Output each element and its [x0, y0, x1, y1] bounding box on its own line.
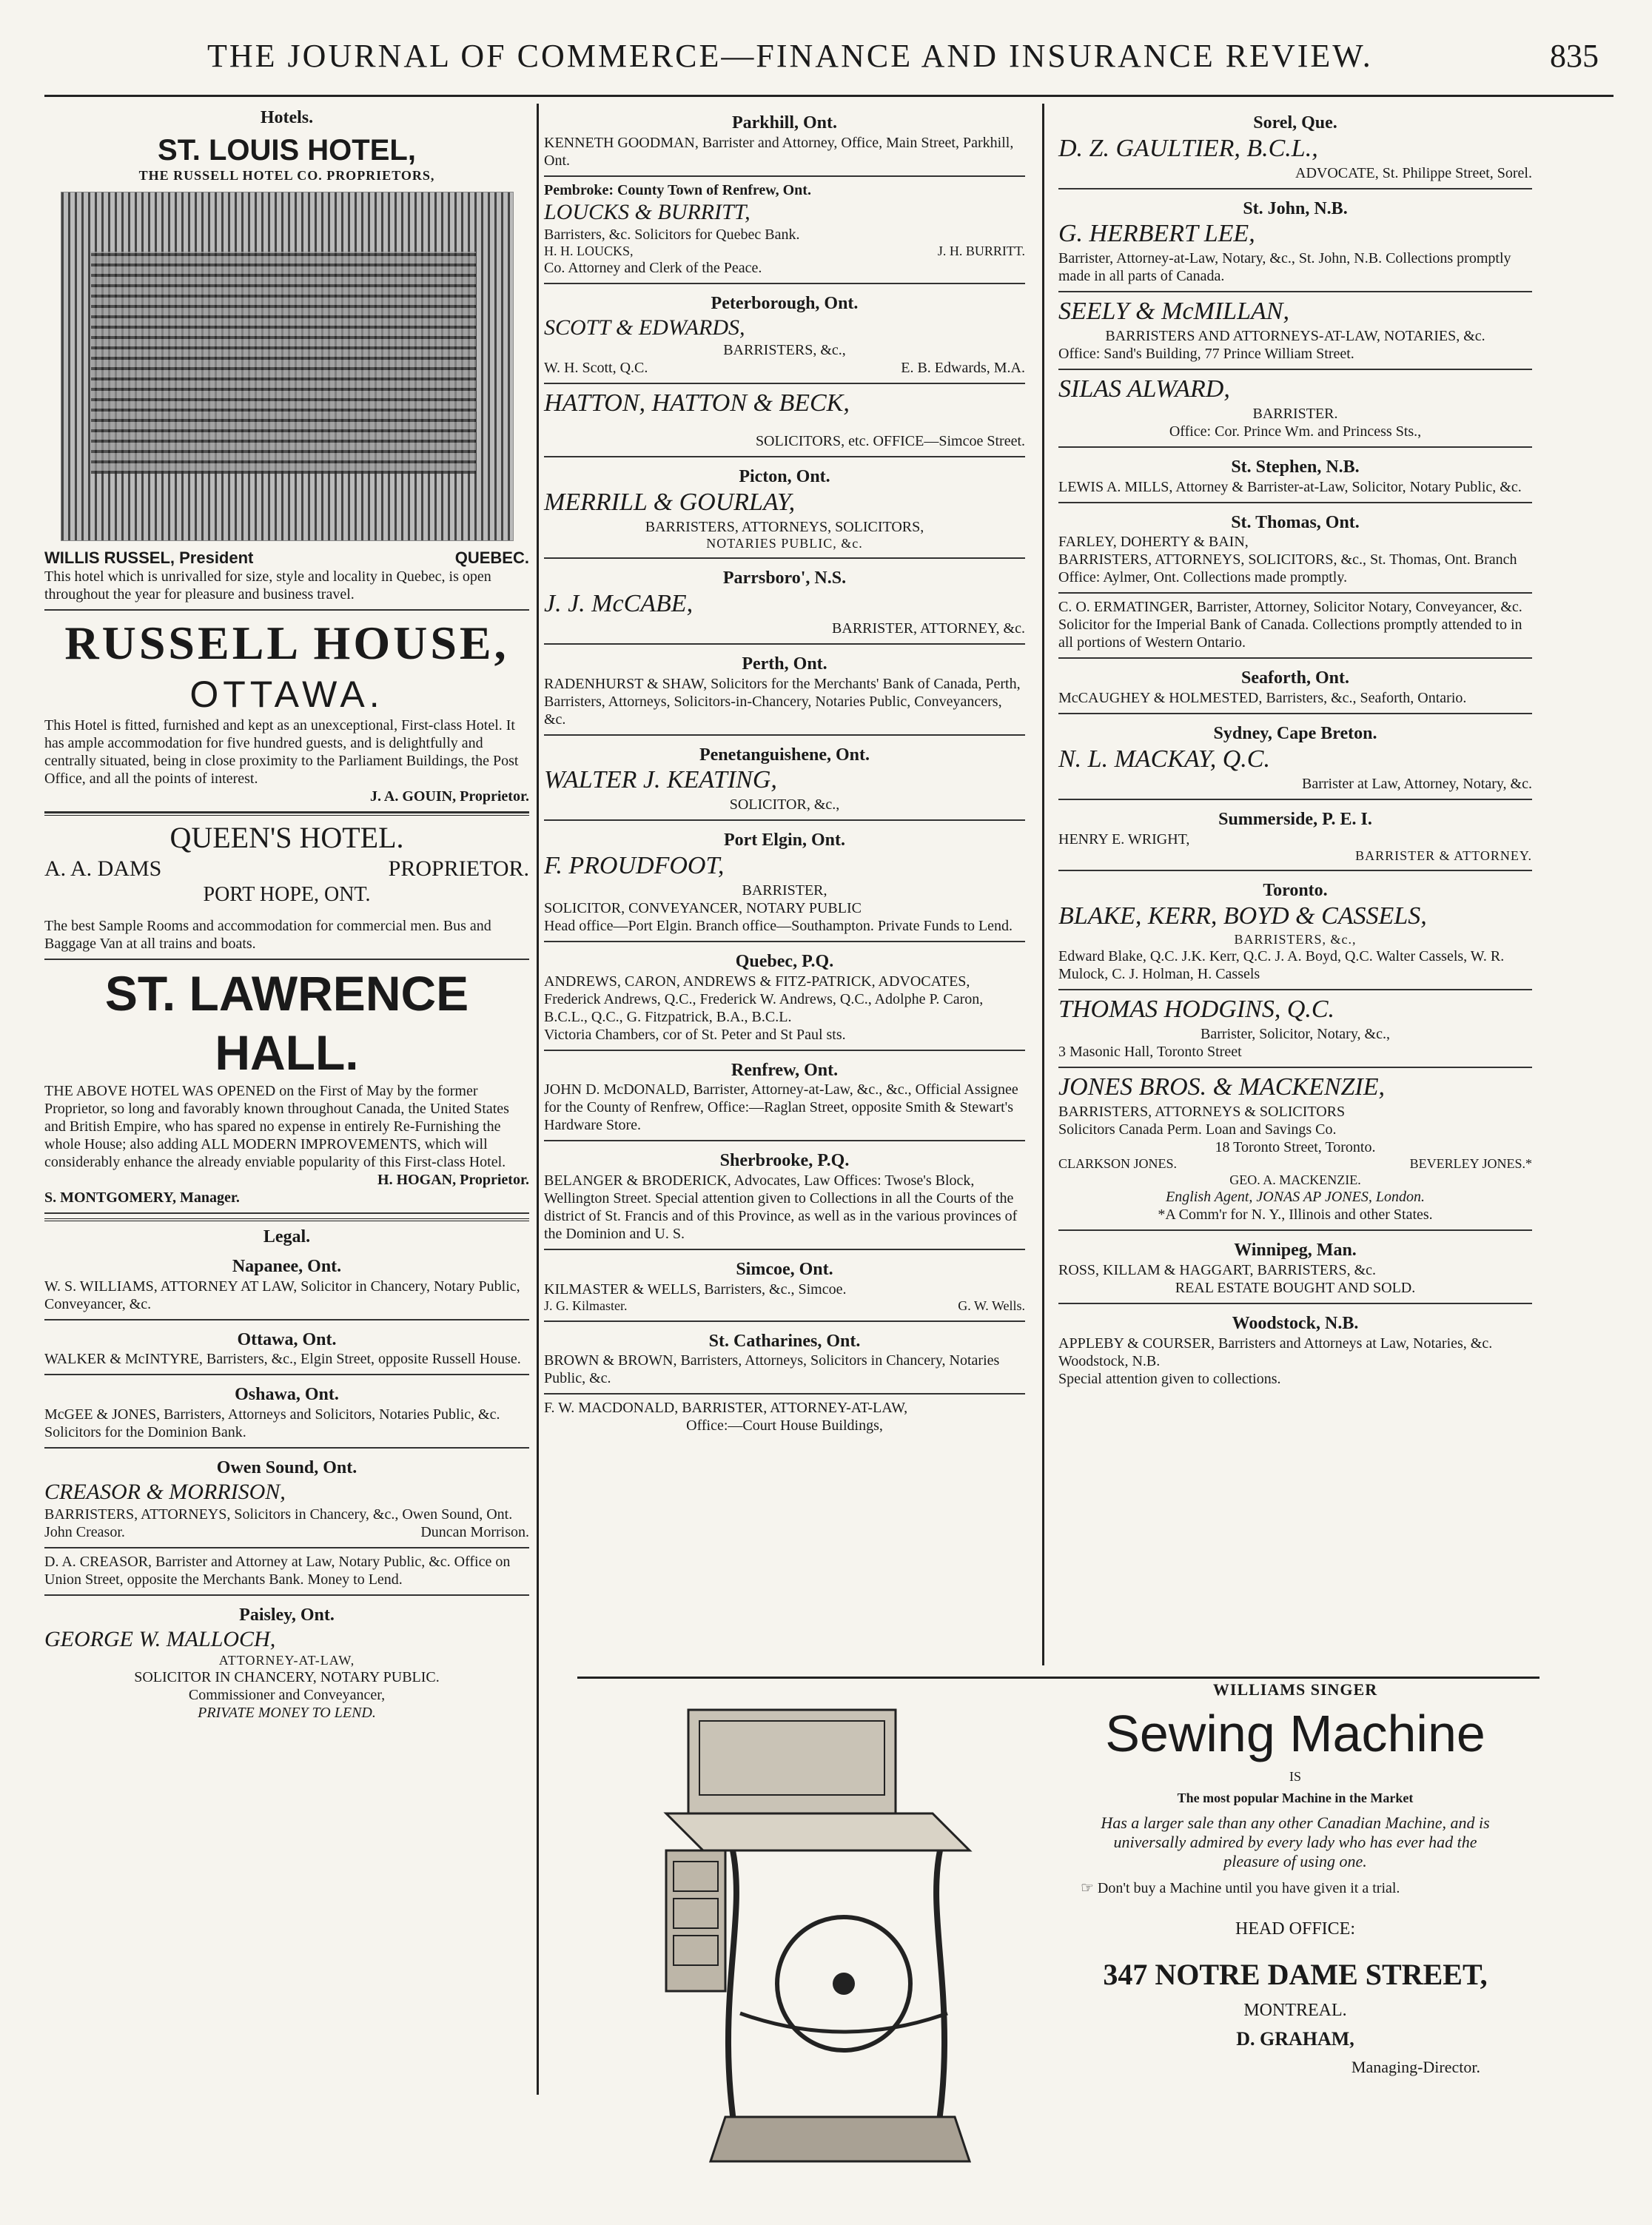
hotel-proprietor: A. A. DAMS	[44, 856, 162, 881]
town-header: Ottawa, Ont.	[237, 1329, 337, 1349]
page-number: 835	[1550, 38, 1599, 74]
office-header: HEAD OFFICE:	[1235, 1919, 1355, 1939]
town-header: Parrsboro', N.S.	[722, 568, 847, 588]
ad-subtitle: BARRISTER.	[1252, 405, 1338, 422]
partner-name: H. H. LOUCKS,	[544, 243, 634, 258]
town-header: St. Thomas, Ont.	[1231, 512, 1360, 532]
ad-text: *A Comm'r for N. Y., Illinois and other States.	[1158, 1207, 1433, 1224]
section-header-legal: Legal.	[44, 1218, 529, 1247]
firm-name: HATTON, HATTON & BECK,	[544, 389, 850, 417]
ad-jones-bros	[1058, 1068, 1532, 1231]
hotel-subtitle: THE RUSSELL HOTEL CO. PROPRIETORS,	[138, 168, 435, 183]
ad-text: Victoria Chambers, cor of St. Peter and St Paul sts.	[544, 1026, 846, 1043]
town-header: Seaforth, Ont.	[1241, 668, 1349, 688]
partner-name: J. G. Kilmaster.	[544, 1298, 628, 1313]
ad-text: Office: Cor. Prince Wm. and Princess Sts.,	[1169, 423, 1422, 440]
town-header: Woodstock, N.B.	[1232, 1313, 1359, 1333]
ad-queens-hotel	[44, 813, 529, 961]
ad-st-john	[1058, 189, 1532, 293]
ad-quebec	[544, 942, 1025, 1051]
ad-seaforth	[1058, 659, 1532, 714]
ad-perth	[544, 645, 1025, 736]
ad-subtitle: ATTORNEY-AT-LAW,	[218, 1652, 355, 1668]
ad-picton	[544, 457, 1025, 559]
partner-name: BEVERLEY JONES.*	[1409, 1155, 1532, 1171]
hotel-engraving-image	[61, 192, 514, 541]
ad-text: English Agent, JONAS AP JONES, London.	[1166, 1189, 1425, 1206]
header-rule	[44, 95, 1614, 97]
ad-body: Has a larger sale than any other Canadian Machine, and is universally admired by every lady who has ever had the pleasure of using one.	[1101, 1813, 1490, 1870]
partner-name: Duncan Morrison.	[420, 1523, 529, 1540]
ad-woodstock	[1058, 1304, 1532, 1394]
ad-subtitle: BARRISTERS, &c.,	[723, 342, 846, 359]
firm-name: SILAS ALWARD,	[1058, 375, 1230, 403]
manager-role: Managing-Director.	[1351, 2058, 1480, 2076]
ad-st-thomas	[1058, 503, 1532, 594]
town-header: Port Elgin, Ont.	[723, 830, 845, 850]
page-header	[44, 31, 1614, 90]
ad-text: JOHN D. McDONALD, Barrister, Attorney-at-Law, &c., &c., Official Assignee for the County of Renfrew, Office:—Raglan Street, opposite Smith & Stewart's Hardware Store.	[544, 1081, 1018, 1134]
ad-text: APPLEBY & COURSER, Barristers and Attorneys at Law, Notaries, &c. Woodstock, N.B.	[1058, 1335, 1493, 1369]
ad-macdonald	[544, 1395, 1025, 1440]
sewing-machine-engraving	[622, 1702, 1036, 2184]
ad-text: KENNETH GOODMAN, Barrister and Attorney, Office, Main Street, Parkhill, Ont.	[544, 134, 1014, 169]
journal-title: THE JOURNAL OF COMMERCE—FINANCE AND INSURANCE REVIEW.	[207, 38, 1373, 74]
town-header: Pembroke: County Town of Renfrew, Ont.	[544, 181, 811, 198]
ad-hodgins	[1058, 990, 1532, 1068]
firm-name: HENRY E. WRIGHT,	[1058, 830, 1190, 848]
ad-parrsboro	[544, 559, 1025, 645]
section-rule	[577, 1677, 1539, 1679]
ad-text: BARRISTER & ATTORNEY.	[1355, 848, 1532, 863]
town-header: Summerside, P. E. I.	[1218, 809, 1372, 829]
town-header: Toronto.	[1263, 881, 1328, 901]
ad-peterborough	[544, 284, 1025, 384]
hotel-name: RUSSELL HOUSE,	[64, 616, 509, 669]
firm-name: G. HERBERT LEE,	[1058, 220, 1255, 248]
ad-text: McGEE & JONES, Barristers, Attorneys and Solicitors, Notaries Public, &c. Solicitors for the Dominion Bank.	[44, 1406, 500, 1441]
ad-text: BELANGER & BRODERICK, Advocates, Law Offices: Twose's Block, Wellington Street. Special attention given to Collections in all the Courts of the district of St. Francis and of this Province, as well as in the various provinces of the Dominion and U. S.	[544, 1172, 1018, 1243]
town-header: Parkhill, Ont.	[731, 113, 838, 132]
town-header: Perth, Ont.	[742, 654, 827, 674]
column-divider	[1042, 104, 1044, 1665]
ad-sorel	[1058, 104, 1532, 189]
ad-subtitle: BARRISTER,	[742, 882, 827, 899]
ad-text: 18 Toronto Street, Toronto.	[1215, 1138, 1376, 1155]
ad-text: F. W. MACDONALD, BARRISTER, ATTORNEY-AT-LAW,	[544, 1400, 908, 1417]
town-header: Winnipeg, Man.	[1234, 1241, 1357, 1261]
brand-name: WILLIAMS SINGER	[1212, 1680, 1378, 1699]
firm-name: JONES BROS. & MACKENZIE,	[1058, 1073, 1386, 1101]
ad-text: C. O. ERMATINGER, Barrister, Attorney, Solicitor Notary, Conveyancer, &c. Solicitor for the Imperial Bank of Canada. Collections promptly attended to in all portions of Western Ontario.	[1058, 599, 1522, 651]
hotel-proprietor: J. A. GOUIN, Proprietor.	[370, 788, 529, 805]
section-header-hotels: Hotels.	[260, 108, 314, 127]
ad-text: BARRISTERS, ATTORNEYS, SOLICITORS, &c., St. Thomas, Ont. Branch Office: Aylmer, Ont. Collections made promptly.	[1058, 551, 1517, 586]
ad-seely	[1058, 292, 1532, 370]
ad-text: SOLICITOR, CONVEYANCER, NOTARY PUBLIC	[544, 899, 862, 916]
firm-name: N. L. MACKAY, Q.C.	[1058, 745, 1270, 773]
ad-text: Special attention given to collections.	[1058, 1370, 1281, 1387]
town-header: Sherbrooke, P.Q.	[719, 1151, 850, 1171]
ad-ermatinger	[1058, 594, 1532, 659]
ad-hatton	[544, 384, 1025, 457]
hotel-description: The best Sample Rooms and accommodation for commercial men. Bus and Baggage Van at all trains and boats.	[44, 918, 491, 953]
firm-name: F. PROUDFOOT,	[544, 851, 725, 879]
ad-winnipeg	[1058, 1231, 1532, 1304]
ad-text: Edward Blake, Q.C. J.K. Kerr, Q.C. J. A. Boyd, Q.C. Walter Cassels, W. R. Mulock, C. J. Holman, H. Cassels	[1058, 948, 1505, 983]
hotel-city: QUEBEC.	[454, 548, 529, 567]
firm-name: CREASOR & MORRISON,	[44, 1479, 286, 1504]
ad-parkhill	[544, 104, 1025, 177]
ad-text: Solicitors Canada Perm. Loan and Savings Co.	[1058, 1121, 1337, 1138]
ad-text: ROSS, KILLAM & HAGGART, BARRISTERS, &c.	[1058, 1261, 1377, 1278]
town-header: Sydney, Cape Breton.	[1213, 724, 1377, 744]
column-divider	[537, 104, 539, 2095]
ad-text: KILMASTER & WELLS, Barristers, &c., Simcoe.	[544, 1281, 847, 1298]
ad-text: Co. Attorney and Clerk of the Peace.	[544, 260, 762, 277]
partner-name: CLARKSON JONES.	[1058, 1155, 1178, 1171]
partner-name: W. H. Scott, Q.C.	[544, 360, 648, 377]
ad-text: W. S. WILLIAMS, ATTORNEY AT LAW, Solicitor in Chancery, Notary Public, Conveyancer, &c.	[44, 1278, 520, 1312]
ad-renfrew	[544, 1051, 1025, 1142]
town-header: Penetanguishene, Ont.	[699, 745, 870, 765]
ad-summerside	[1058, 800, 1532, 871]
ad-text: ADVOCATE, St. Philippe Street, Sorel.	[1295, 164, 1532, 181]
town-header: Simcoe, Ont.	[736, 1260, 833, 1280]
town-header: St. Catharines, Ont.	[708, 1331, 861, 1351]
town-header: Renfrew, Ont.	[731, 1060, 839, 1080]
ad-text: Barrister, Attorney-at-Law, Notary, &c., St. John, N.B. Collections promptly made in all parts of Canada.	[1058, 250, 1511, 285]
hotel-description: This Hotel is fitted, furnished and kept as an unexceptional, First-class Hotel. It has ample accommodation for five hundred guests, and is delightfully and centrally situated, being in close proximity to the Parliament Buildings, the Post Office, and all the points of interest.	[44, 717, 519, 787]
manager-name: D. GRAHAM,	[1236, 2028, 1354, 2050]
town-header: Peterborough, Ont.	[711, 294, 859, 314]
office-city: MONTREAL.	[1243, 2001, 1347, 2020]
town-header: Sorel, Que.	[1253, 113, 1337, 132]
ad-toronto	[1058, 871, 1532, 990]
ad-text: Barrister, Solicitor, Notary, &c.,	[1201, 1026, 1390, 1043]
ad-pembroke	[544, 177, 1025, 285]
town-header: Napanee, Ont.	[232, 1256, 342, 1276]
ad-text: PRIVATE MONEY TO LEND.	[198, 1705, 376, 1722]
ad-text: ANDREWS, CARON, ANDREWS & FITZ-PATRICK, ADVOCATES, Frederick Andrews, Q.C., Frederick W. Andrews, Q.C., Adolphe P. Caron, B.C.L., Q.C., G. Fitzpatrick, B.A., B.C.L.	[544, 973, 984, 1025]
hotel-name: QUEEN'S HOTEL.	[169, 820, 404, 854]
ad-text: BROWN & BROWN, Barristers, Attorneys, Solicitors in Chancery, Notaries Public, &c.	[544, 1352, 1000, 1387]
ad-text: BARRISTERS, ATTORNEYS & SOLICITORS	[1058, 1103, 1346, 1120]
proprietor-label: PROPRIETOR.	[388, 856, 529, 881]
hotel-description: THE ABOVE HOTEL WAS OPENED on the First of May by the former Proprietor, so long and favorably known throughout Canada, the United States and British Empire, who has spared no expense in entirely Re-Furnishing the whole House; also adding ALL MODERN IMPROVEMENTS, which will considerably enhance the already enviable popularity of this First-class Hotel.	[44, 1082, 509, 1170]
town-header: St. Stephen, N.B.	[1231, 457, 1360, 477]
partner-name: G. W. Wells.	[958, 1298, 1025, 1313]
ad-port-elgin	[544, 821, 1025, 942]
firm-name: WALTER J. KEATING,	[544, 766, 777, 794]
ad-text: SOLICITORS, etc. OFFICE—Simcoe Street.	[755, 432, 1025, 449]
ad-ottawa	[44, 1320, 529, 1376]
ad-text: BARRISTERS AND ATTORNEYS-AT-LAW, NOTARIES, &c.	[1105, 327, 1485, 344]
ad-st-louis-hotel	[44, 128, 529, 611]
ad-sherbrooke	[544, 1141, 1025, 1250]
ad-napanee	[44, 1247, 529, 1320]
partner-name: John Creasor.	[44, 1523, 125, 1540]
hotel-city: OTTAWA.	[189, 673, 384, 715]
ad-oshawa	[44, 1375, 529, 1449]
ad-text: IS	[1289, 1769, 1301, 1784]
town-header: Paisley, Ont.	[239, 1605, 335, 1625]
ad-simcoe	[544, 1250, 1025, 1321]
ad-text: BARRISTERS, ATTORNEYS, Solicitors in Chancery, &c., Owen Sound, Ont.	[44, 1506, 513, 1523]
hotel-name: ST. LAWRENCE HALL.	[104, 966, 469, 1080]
hotel-city: PORT HOPE, ONT.	[203, 882, 371, 906]
firm-name: LOUCKS & BURRITT,	[544, 199, 751, 224]
ad-russell-house	[44, 611, 529, 813]
ad-text: McCAUGHEY & HOLMESTED, Barristers, &c., Seaforth, Ontario.	[1058, 690, 1467, 707]
firm-name: THOMAS HODGINS, Q.C.	[1058, 996, 1335, 1024]
ad-penetanguishene	[544, 736, 1025, 822]
sewing-machine-ad	[1058, 1680, 1532, 2077]
ad-tagline: The most popular Machine in the Market	[1177, 1791, 1414, 1805]
ad-title: Sewing Machine	[1105, 1705, 1485, 1762]
ad-owen-sound	[44, 1449, 529, 1548]
ad-text: Commissioner and Conveyancer,	[188, 1687, 386, 1704]
town-header: St. John, N.B.	[1243, 198, 1348, 218]
firm-name: SCOTT & EDWARDS,	[544, 315, 745, 340]
partner-name: J. H. BURRITT.	[937, 243, 1025, 258]
ad-paisley	[44, 1596, 529, 1728]
ad-text: Head office—Port Elgin. Branch office—Southampton. Private Funds to Lend.	[544, 917, 1013, 934]
ad-text: NOTARIES PUBLIC, &c.	[706, 535, 863, 551]
firm-name: J. J. McCABE,	[544, 589, 694, 617]
firm-name: GEORGE W. MALLOCH,	[44, 1626, 276, 1651]
hotel-name: ST. LOUIS HOTEL,	[158, 134, 416, 167]
ad-text: LEWIS A. MILLS, Attorney & Barrister-at-Law, Solicitor, Notary Public, &c.	[1058, 478, 1522, 495]
ad-st-stephen	[1058, 448, 1532, 503]
town-header: Oshawa, Ont.	[235, 1385, 339, 1405]
column-2	[544, 104, 1025, 1440]
firm-name: BLAKE, KERR, BOYD & CASSELS,	[1058, 902, 1427, 930]
ad-text: Barristers, &c. Solicitors for Quebec Bank.	[544, 226, 800, 243]
town-header: Quebec, P.Q.	[735, 951, 834, 971]
ad-text: BARRISTER, ATTORNEY, &c.	[832, 620, 1025, 637]
ad-sydney	[1058, 714, 1532, 800]
partner-name: GEO. A. MACKENZIE.	[1229, 1172, 1361, 1187]
firm-name: D. Z. GAULTIER, B.C.L.,	[1058, 134, 1318, 162]
ad-text: 3 Masonic Hall, Toronto Street	[1058, 1044, 1242, 1061]
town-header: Owen Sound, Ont.	[216, 1458, 357, 1478]
ad-text: Office: Sand's Building, 77 Prince William Street.	[1058, 345, 1354, 362]
firm-name: FARLEY, DOHERTY & BAIN,	[1058, 534, 1249, 551]
ad-text: Barrister at Law, Attorney, Notary, &c.	[1301, 775, 1532, 792]
hotel-president: WILLIS RUSSEL, President	[44, 548, 254, 567]
ad-text: REAL ESTATE BOUGHT AND SOLD.	[1175, 1279, 1416, 1296]
partner-name: E. B. Edwards, M.A.	[901, 360, 1025, 377]
ad-text: RADENHURST & SHAW, Solicitors for the Merchants' Bank of Canada, Perth, Barristers, Attorneys, Solicitors-in-Chancery, Notaries Public, Conveyancers, &c.	[544, 675, 1021, 728]
ad-st-catharines	[544, 1322, 1025, 1395]
ad-text: D. A. CREASOR, Barrister and Attorney at Law, Notary Public, &c. Office on Union Street, opposite the Merchants Bank. Money to Lend.	[44, 1553, 511, 1588]
ad-warning: ☞ Don't buy a Machine until you have given it a trial.	[1081, 1880, 1400, 1896]
column-3	[1058, 104, 1532, 1394]
firm-name: SEELY & McMILLAN,	[1058, 298, 1289, 326]
ad-text: WALKER & McINTYRE, Barristers, &c., Elgin Street, opposite Russell House.	[44, 1351, 521, 1368]
ad-st-lawrence-hall	[44, 960, 529, 1213]
hotel-description: This hotel which is unrivalled for size, style and locality in Quebec, is open throughout the year for pleasure and business travel.	[44, 568, 491, 603]
hotel-proprietor: H. HOGAN, Proprietor.	[377, 1171, 529, 1188]
office-address: 347 NOTRE DAME STREET,	[1103, 1958, 1488, 1991]
ad-text: Office:—Court House Buildings,	[686, 1417, 883, 1434]
column-1	[44, 104, 529, 1728]
ad-text: BARRISTERS, ATTORNEYS, SOLICITORS,	[645, 518, 924, 535]
ad-silas-alward	[1058, 370, 1532, 448]
ad-creasor	[44, 1548, 529, 1596]
ad-text: SOLICITOR, &c.,	[729, 796, 840, 813]
hotel-manager: S. MONTGOMERY, Manager.	[44, 1189, 240, 1206]
town-header: Picton, Ont.	[739, 466, 830, 486]
ad-text: SOLICITOR IN CHANCERY, NOTARY PUBLIC.	[134, 1669, 440, 1686]
ad-subtitle: BARRISTERS, &c.,	[1234, 931, 1357, 947]
firm-name: MERRILL & GOURLAY,	[544, 488, 796, 516]
